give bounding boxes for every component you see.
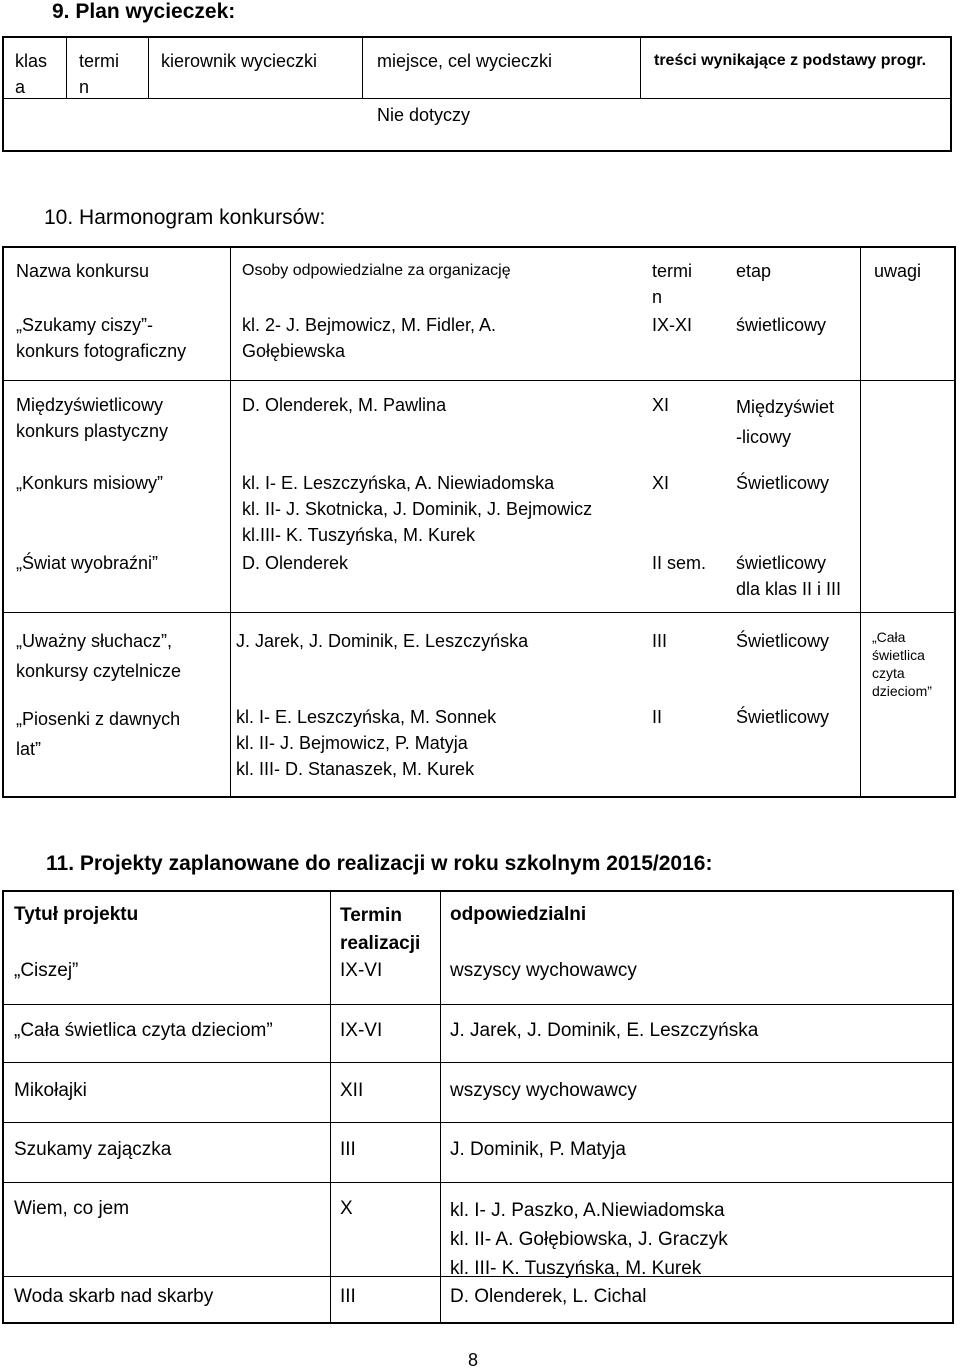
competition-stage: Świetlicowy (736, 473, 830, 493)
competition-stage: Międzyświet -licowy (736, 397, 835, 447)
competition-persons: kl. I- E. Leszczyńska, M. Sonnek kl. II- J. Bejmowicz, P. Matyja kl. III- D. Stanaszek, M. Kurek (236, 707, 497, 779)
col-divider (330, 892, 331, 1322)
header-project-term: Termin realizacji (340, 905, 421, 954)
competition-persons: J. Jarek, J. Dominik, E. Leszczyńska (236, 631, 529, 651)
section-9-heading: 9. Plan wycieczek: (52, 0, 236, 23)
competition-persons: D. Olenderek, M. Pawlina (242, 395, 447, 415)
header-class: klas a (15, 51, 48, 97)
projects-table (2, 890, 954, 1324)
competition-name: „Konkurs misiowy” (16, 473, 164, 493)
row-divider (4, 380, 954, 381)
col-divider (640, 38, 641, 98)
project-term: III (340, 1139, 356, 1160)
col-divider (860, 248, 861, 796)
header-leader: kierownik wycieczki (161, 51, 318, 71)
project-term: IX-VI (340, 960, 383, 981)
project-term: XII (340, 1080, 364, 1101)
competition-stage: Świetlicowy (736, 631, 830, 651)
competitions-table (2, 246, 956, 798)
col-divider (230, 248, 231, 796)
project-term: IX-VI (340, 1020, 383, 1041)
competition-term: II (652, 707, 663, 727)
row-divider (4, 98, 950, 99)
competition-term: XI (652, 395, 670, 415)
header-term: termi n (652, 261, 692, 307)
project-responsible: J. Dominik, P. Matyja (450, 1139, 626, 1160)
header-competition-name: Nazwa konkursu (16, 261, 150, 281)
header-responsible: Osoby odpowiedzialne za organizację (242, 262, 511, 279)
col-divider (66, 38, 67, 98)
project-responsible: kl. I- J. Paszko, A.Niewiadomska kl. II- A. Gołębiowska, J. Graczyk kl. III- K. Tuszyńska, M. Kurek (450, 1200, 728, 1279)
row-divider (4, 1004, 952, 1005)
competition-stage: Świetlicowy (736, 707, 830, 727)
not-applicable-note: Nie dotyczy (377, 105, 471, 125)
header-project-title: Tytuł projektu (14, 904, 139, 925)
project-title: „Cała świetlica czyta dzieciom” (14, 1020, 273, 1041)
competition-name: „Piosenki z dawnych lat” (16, 709, 181, 759)
project-title: Szukamy zajączka (14, 1139, 172, 1160)
project-responsible: J. Jarek, J. Dominik, E. Leszczyńska (450, 1020, 759, 1041)
project-term: X (340, 1198, 353, 1219)
competition-term: II sem. (652, 553, 707, 573)
col-divider (148, 38, 149, 98)
project-responsible: D. Olenderek, L. Cichal (450, 1286, 647, 1307)
header-place: miejsce, cel wycieczki (377, 51, 553, 71)
row-divider (4, 1182, 952, 1183)
competition-name: Międzyświetlicowy konkurs plastyczny (16, 395, 169, 441)
competition-persons: kl. I- E. Leszczyńska, A. Niewiadomska kl. II- J. Skotnicka, J. Dominik, J. Bejmowicz kl.III- K. Tuszyńska, M. Kurek (242, 473, 593, 545)
competition-term: XI (652, 473, 670, 493)
project-title: „Ciszej” (14, 960, 79, 981)
competition-persons: kl. 2- J. Bejmowicz, M. Fidler, A. Gołębiewska (242, 315, 497, 361)
header-notes: uwagi (874, 261, 922, 281)
competition-persons: D. Olenderek (242, 553, 349, 573)
header-project-responsible: odpowiedzialni (450, 904, 587, 925)
project-responsible: wszyscy wychowawcy (450, 960, 637, 981)
col-divider (362, 38, 363, 98)
project-term: III (340, 1286, 356, 1307)
section-11-heading: 11. Projekty zaplanowane do realizacji w roku szkolnym 2015/2016: (46, 852, 713, 875)
project-title: Mikołajki (14, 1080, 87, 1101)
section-10-heading: 10. Harmonogram konkursów: (44, 206, 326, 229)
col-divider (440, 892, 441, 1322)
competition-term: IX-XI (652, 315, 693, 335)
header-content: treści wynikające z podstawy progr. (654, 52, 927, 69)
project-title: Woda skarb nad skarby (14, 1286, 214, 1307)
competition-name: „Świat wyobraźni” (16, 553, 159, 573)
project-responsible: wszyscy wychowawcy (450, 1080, 637, 1101)
competition-stage: świetlicowy (736, 315, 827, 335)
competition-name: „Szukamy ciszy”- konkurs fotograficzny (16, 315, 187, 361)
project-title: Wiem, co jem (14, 1198, 130, 1219)
competition-stage: świetlicowy dla klas II i III (736, 553, 842, 599)
header-stage: etap (736, 261, 772, 281)
competition-notes: „Cała świetlica czyta dzieciom” (872, 629, 932, 699)
competition-term: III (652, 631, 668, 651)
competition-name: „Uważny słuchacz”, konkursy czytelnicze (16, 631, 182, 681)
trips-table (2, 36, 952, 152)
header-term: termi n (79, 51, 119, 97)
row-divider (4, 1062, 952, 1063)
row-divider (4, 612, 954, 613)
page-number: 8 (468, 1350, 479, 1370)
row-divider (4, 1122, 952, 1123)
